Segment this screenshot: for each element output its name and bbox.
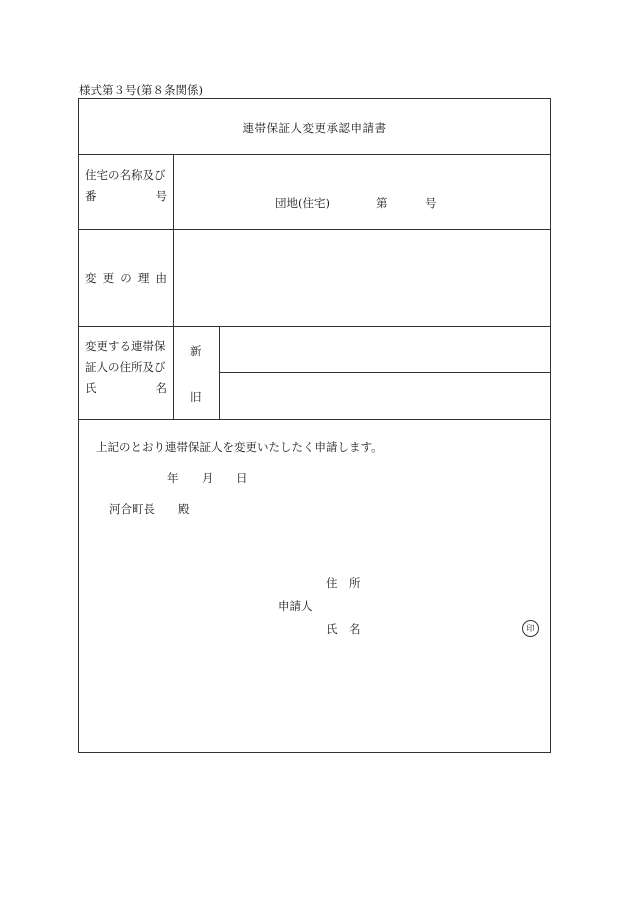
date-day: 日 bbox=[236, 471, 248, 485]
applicant-label: 申請人 bbox=[278, 599, 313, 613]
addressee-name: 河合町長 bbox=[109, 502, 155, 516]
reason-label: 変 更 の 理 由 bbox=[85, 271, 167, 285]
guarantor-label: 変更する連帯保 証人の住所及び 氏 名 bbox=[85, 339, 167, 395]
new-guarantor-field[interactable] bbox=[220, 327, 551, 371]
seal-icon: 印 bbox=[522, 620, 539, 637]
applicant-name-label-a: 氏 bbox=[326, 622, 338, 636]
new-label: 新 bbox=[190, 344, 202, 358]
form-number-label: 様式第３号(第８条関係) bbox=[79, 83, 203, 97]
application-form bbox=[78, 98, 551, 753]
addressee-honorific: 殿 bbox=[178, 502, 190, 516]
applicant-address-label-b: 所 bbox=[349, 576, 361, 590]
housing-value-dai: 第 bbox=[376, 196, 388, 210]
housing-value-complex[interactable]: 団地(住宅) bbox=[275, 196, 330, 210]
reason-field[interactable] bbox=[174, 230, 551, 325]
applicant-name-label-b: 名 bbox=[349, 622, 361, 636]
request-statement: 上記のとおり連帯保証人を変更いたしたく申請します。 bbox=[96, 440, 383, 454]
divider bbox=[79, 154, 550, 155]
housing-label: 住宅の名称及び 番 号 bbox=[85, 168, 167, 203]
old-label: 旧 bbox=[190, 390, 202, 404]
form-title: 連帯保証人変更承認申請書 bbox=[242, 121, 387, 135]
date-year: 年 bbox=[167, 471, 179, 485]
date-month: 月 bbox=[202, 471, 214, 485]
old-guarantor-field[interactable] bbox=[220, 373, 551, 418]
applicant-address-label-a: 住 bbox=[326, 576, 338, 590]
housing-value-gou: 号 bbox=[425, 196, 437, 210]
divider bbox=[79, 419, 550, 420]
